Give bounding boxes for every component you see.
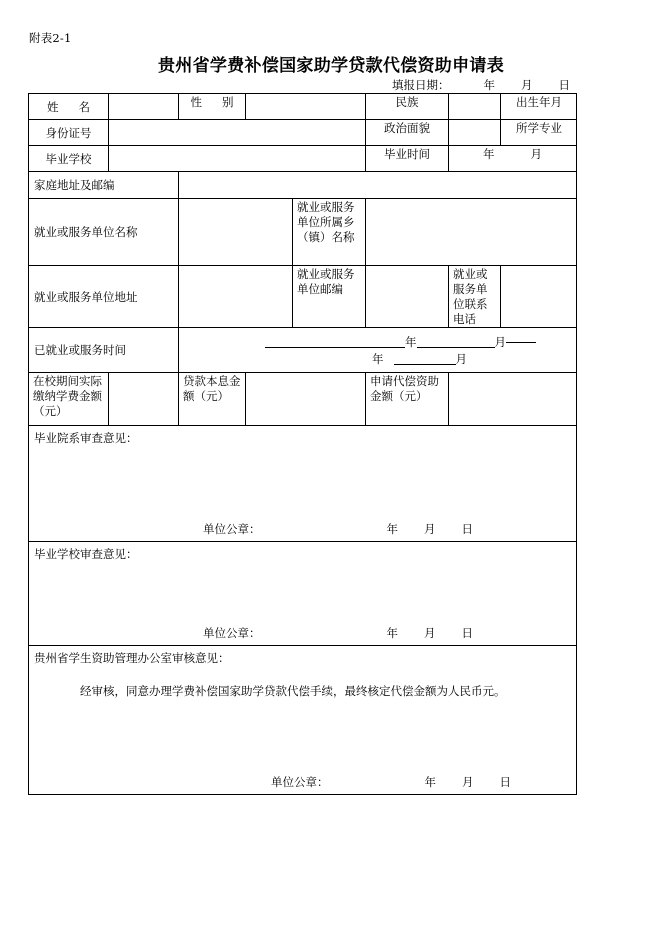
field-employer-zip-value: [366, 266, 448, 270]
field-employer-address-value: [179, 266, 292, 270]
label-birth-date: 出生年月: [516, 95, 562, 109]
cell-label-grad-school: [29, 146, 109, 172]
cell-label-gender: [179, 94, 246, 120]
table-row-service-time: [29, 328, 577, 373]
field-ethnicity-value: [449, 94, 500, 98]
field-political-status-value: [449, 120, 500, 124]
label-employer-name: 就业或服务单位名称: [34, 225, 138, 239]
province-opinion-body: 经审核，同意办理学费补偿国家助学贷款代偿手续，最终核定代偿金额为人民币元。: [80, 684, 506, 698]
cell-label-employer-zip: [293, 266, 366, 328]
province-seal-label: 单位公章：: [271, 775, 329, 789]
field-apply-amount-value: [449, 373, 576, 377]
school-day-unit: 日: [461, 626, 473, 640]
field-home-address-value: [179, 172, 576, 176]
department-day-unit: 日: [461, 522, 473, 536]
cell-label-id-number: [29, 120, 109, 146]
cell-label-employer-contact: [449, 266, 501, 328]
label-major: 所学专业: [516, 121, 562, 135]
cell-province-opinion[interactable]: [29, 646, 577, 795]
label-name-char2: 名: [78, 99, 90, 114]
table-row-department-opinion: [29, 426, 577, 542]
field-tuition-paid[interactable]: [109, 373, 179, 426]
field-ethnicity[interactable]: [449, 94, 501, 120]
cell-label-major: [501, 120, 577, 146]
school-year-unit: 年: [386, 626, 398, 640]
field-loan-total-value: [246, 373, 365, 377]
table-row-graduation: [29, 146, 577, 172]
field-grad-time[interactable]: [449, 146, 577, 172]
field-grad-school-value: [109, 146, 365, 150]
field-political-status[interactable]: [449, 120, 501, 146]
province-opinion-sign-row: [29, 774, 576, 790]
field-id-number[interactable]: [109, 120, 366, 146]
field-grad-school[interactable]: [109, 146, 366, 172]
fill-date-month-unit: 月: [521, 78, 533, 92]
service-time-start-year-blank[interactable]: [265, 335, 405, 348]
department-month-unit: 月: [424, 522, 436, 536]
field-employer-zip[interactable]: [366, 266, 449, 328]
label-ethnicity: 民族: [395, 95, 419, 109]
cell-label-employer-address: [29, 266, 179, 328]
field-home-address[interactable]: [179, 172, 577, 199]
page-title: 贵州省学费补偿国家助学贷款代偿资助申请表: [158, 56, 504, 76]
province-year-unit: 年: [424, 775, 436, 789]
cell-label-name: [29, 94, 109, 120]
label-employer-zip: 就业或服务单位邮编: [297, 267, 355, 296]
label-grad-time: 毕业时间: [384, 147, 430, 161]
cell-label-home-address: [29, 172, 179, 199]
field-township-value: [366, 199, 576, 203]
label-employer-contact: 就业或服务单位联系电话: [453, 267, 488, 326]
label-service-time: 已就业或服务时间: [34, 343, 126, 357]
label-employer-address: 就业或服务单位地址: [34, 289, 138, 304]
table-row-employer-address: [29, 266, 577, 328]
label-id-number: 身份证号: [45, 125, 92, 140]
cell-label-employer-name: [29, 199, 179, 266]
department-opinion-sign-row: [29, 521, 576, 537]
department-year-unit: 年: [386, 522, 398, 536]
province-day-unit: 日: [499, 775, 511, 789]
cell-label-tuition-paid: [29, 373, 109, 426]
label-apply-amount: 申请代偿资助金额（元）: [370, 374, 439, 403]
school-month-unit: 月: [424, 626, 436, 640]
document-number: 附表2-1: [29, 31, 72, 45]
department-seal-label: 单位公章：: [203, 522, 261, 536]
label-name-char1: 姓: [47, 99, 59, 114]
field-service-time[interactable]: [179, 328, 577, 373]
label-township: 就业或服务单位所属乡（镇）名称: [297, 200, 355, 244]
field-name-value: [109, 94, 178, 98]
cell-label-grad-time: [366, 146, 449, 172]
cell-label-apply-amount: [366, 373, 449, 426]
label-political-status: 政治面貌: [384, 121, 430, 135]
table-row-home-address: [29, 172, 577, 199]
fill-date-label: 填报日期：: [392, 78, 450, 92]
label-grad-school: 毕业学校: [45, 151, 92, 166]
label-tuition-paid: 在校期间实际缴纳学费金额（元）: [33, 374, 102, 418]
department-opinion-title: 毕业院系审查意见：: [34, 431, 138, 445]
label-loan-total: 贷款本息金额（元）: [183, 374, 241, 403]
table-row-school-opinion: [29, 542, 577, 646]
table-row-province-opinion: [29, 646, 577, 795]
service-time-year-unit-1: 年: [405, 335, 417, 349]
cell-label-township: [293, 199, 366, 266]
application-form-table: [28, 93, 577, 795]
fill-date-day-unit: 日: [558, 78, 570, 92]
field-employer-contact[interactable]: [501, 266, 577, 328]
service-time-year-unit-2: 年: [372, 352, 384, 366]
cell-label-political-status: [366, 120, 449, 146]
cell-department-opinion[interactable]: [29, 426, 577, 542]
field-tuition-paid-value: [109, 373, 178, 377]
field-gender-value: [246, 94, 365, 98]
table-row-amounts: [29, 373, 577, 426]
cell-label-birth-date: [501, 94, 577, 120]
field-name[interactable]: [109, 94, 179, 120]
school-seal-label: 单位公章：: [203, 626, 261, 640]
label-gender-char2: 别: [222, 95, 234, 109]
field-apply-amount[interactable]: [449, 373, 577, 426]
grad-time-month-unit: 月: [530, 147, 542, 161]
field-loan-total[interactable]: [246, 373, 366, 426]
field-gender[interactable]: [246, 94, 366, 120]
cell-label-ethnicity: [366, 94, 449, 120]
province-opinion-title: 贵州省学生资助管理办公室审核意见：: [34, 651, 230, 665]
field-id-number-value: [109, 120, 365, 124]
service-time-start-month-blank[interactable]: [417, 335, 495, 348]
school-opinion-title: 毕业学校审查意见：: [34, 547, 138, 561]
fill-date-year-unit: 年: [483, 78, 495, 92]
service-time-line-1: [187, 334, 568, 351]
field-employer-name[interactable]: [179, 199, 293, 266]
service-time-dash: [506, 335, 536, 343]
province-month-unit: 月: [462, 775, 474, 789]
cell-label-loan-total: [179, 373, 246, 426]
field-employer-contact-value: [501, 266, 576, 270]
grad-time-year-unit: 年: [483, 147, 495, 161]
service-time-line-2: [187, 351, 568, 368]
table-row-employer-name: [29, 199, 577, 266]
field-employer-address[interactable]: [179, 266, 293, 328]
table-row-name: [29, 94, 577, 120]
fill-date-line: [28, 77, 576, 93]
school-opinion-sign-row: [29, 625, 576, 641]
service-time-month-unit-2: 月: [455, 352, 467, 366]
service-time-end-month-blank[interactable]: [394, 352, 456, 365]
service-time-month-unit-1: 月: [494, 335, 506, 349]
label-gender-char1: 性: [190, 95, 202, 109]
label-home-address: 家庭地址及邮编: [34, 178, 115, 192]
table-row-id: [29, 120, 577, 146]
field-township[interactable]: [366, 199, 577, 266]
cell-school-opinion[interactable]: [29, 542, 577, 646]
cell-label-service-time: [29, 328, 179, 373]
field-employer-name-value: [179, 199, 292, 203]
